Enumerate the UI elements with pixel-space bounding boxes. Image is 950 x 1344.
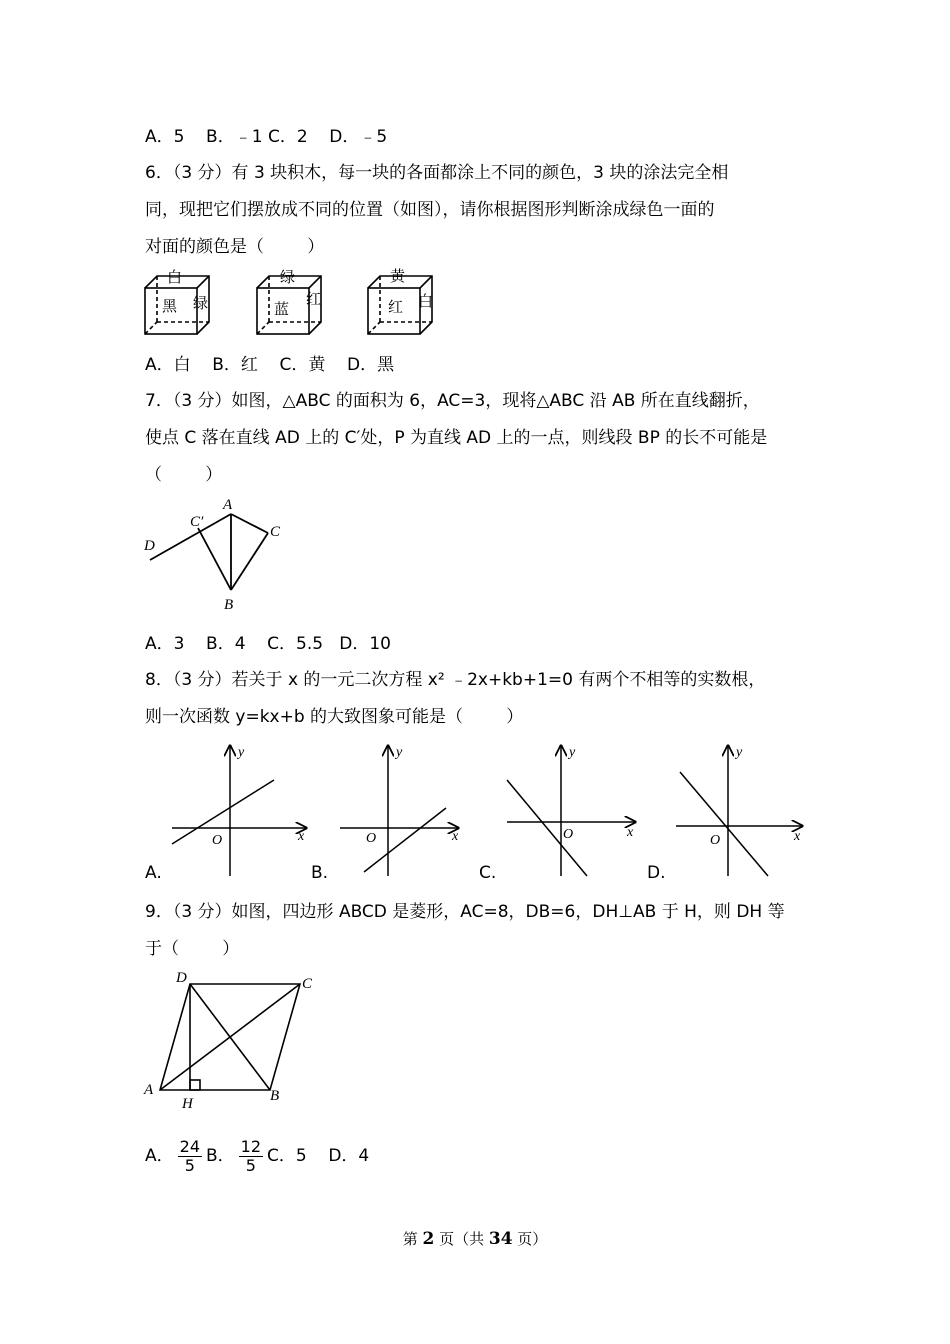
cube-2-front-label: 蓝 bbox=[274, 300, 290, 318]
x-axis-label: x bbox=[452, 829, 459, 844]
q9-options-rest: C．5 D．4 bbox=[267, 1146, 370, 1166]
q8-graph-a bbox=[170, 742, 310, 880]
q9-fraction-a bbox=[178, 1138, 202, 1175]
q5-options: A．5 B．﹣1 C．2 D．﹣5 bbox=[145, 127, 388, 147]
y-axis-label: y bbox=[569, 745, 576, 760]
cube-3-front-label: 红 bbox=[388, 298, 404, 316]
q9-text-line1: 9．（3 分）如图，四边形 ABCD 是菱形，AC=8，DB=6，DH⊥AB 于 H，则 DH 等 bbox=[145, 902, 785, 922]
origin-label: O bbox=[366, 831, 377, 846]
q8-option-b: B. bbox=[311, 863, 329, 883]
label-d: D bbox=[144, 538, 155, 554]
cube-1-top-label: 白 bbox=[167, 268, 183, 286]
q8-graph-b bbox=[338, 742, 478, 880]
label-c-prime: C′ bbox=[190, 514, 204, 530]
y-axis-label: y bbox=[396, 745, 403, 760]
right-angle-mark bbox=[190, 1080, 200, 1090]
q7-text-line1: 7．（3 分）如图，△ABC 的面积为 6，AC=3，现将△ABC 沿 AB 所在直线翻折， bbox=[145, 391, 760, 411]
y-axis-label: y bbox=[736, 745, 743, 760]
label-a: A bbox=[223, 497, 233, 513]
cube-3-top-label: 黄 bbox=[390, 267, 406, 285]
origin-label: O bbox=[212, 833, 223, 848]
q9-rhombus-figure bbox=[140, 966, 320, 1112]
q8-option-c: C. bbox=[479, 863, 497, 883]
label-a: A bbox=[144, 1082, 154, 1098]
footer-page-number: 2 bbox=[422, 1229, 435, 1249]
q6-text-line1: 6．（3 分）有 3 块积木，每一块的各面都涂上不同的颜色，3 块的涂法完全相 bbox=[145, 163, 729, 183]
label-h: H bbox=[182, 1096, 193, 1112]
x-axis-label: x bbox=[794, 829, 801, 844]
q6-cubes-figure bbox=[140, 266, 440, 340]
q8-text-line1: 8．（3 分）若关于 x 的一元二次方程 x² ﹣2x+kb+1=0 有两个不相等的实数根， bbox=[145, 670, 766, 690]
page-footer bbox=[0, 1228, 950, 1249]
q9-option-b-label: B． bbox=[206, 1146, 235, 1166]
q7-text-line2: 使点 C 落在直线 AD 上的 C′处，P 为直线 AD 上的一点，则线段 BP 的长不可能是 bbox=[145, 428, 768, 448]
q6-text-line2: 同，现把它们摆放成不同的位置（如图），请你根据图形判断涂成绿色一面的 bbox=[145, 200, 715, 220]
q7-options: A．3 B．4 C．5.5 D．10 bbox=[145, 634, 391, 654]
q8-text-line2: 则一次函数 y=kx+b 的大致图象可能是（ ） bbox=[145, 707, 524, 727]
label-b: B bbox=[224, 597, 234, 613]
line-graph-b bbox=[364, 808, 446, 872]
cube-3-side-label: 白 bbox=[418, 292, 434, 310]
q7-triangle-figure bbox=[140, 492, 300, 616]
diagonal-db bbox=[190, 984, 270, 1090]
q7-text-line3: （ ） bbox=[145, 465, 223, 485]
label-d: D bbox=[176, 970, 187, 986]
fraction-numerator: 24 bbox=[179, 1136, 200, 1156]
x-axis-label: x bbox=[627, 825, 634, 840]
q9-text-line2: 于（ ） bbox=[145, 939, 240, 959]
y-axis-label: y bbox=[238, 745, 245, 760]
segment-c1b bbox=[198, 528, 231, 590]
footer-prefix: 第 bbox=[402, 1230, 423, 1248]
cube-2-side-label: 红 bbox=[306, 290, 322, 308]
label-b: B bbox=[270, 1088, 280, 1104]
fraction-denominator: 5 bbox=[245, 1155, 256, 1175]
q6-text-line3: 对面的颜色是（ ） bbox=[145, 237, 325, 257]
footer-middle: 页（共 bbox=[434, 1230, 489, 1248]
cube-1-front-label: 黑 bbox=[162, 297, 178, 315]
q8-option-d: D. bbox=[647, 863, 666, 883]
label-c: C bbox=[270, 524, 281, 540]
footer-total-pages: 34 bbox=[488, 1229, 513, 1249]
label-c: C bbox=[302, 976, 313, 992]
line-graph-a bbox=[172, 780, 274, 844]
segment-cb bbox=[231, 533, 268, 590]
q9-options bbox=[145, 1134, 369, 1178]
q8-graph-d bbox=[674, 742, 814, 880]
cube-2-top-label: 绿 bbox=[280, 268, 296, 286]
x-axis-label: x bbox=[298, 829, 305, 844]
q8-option-a: A. bbox=[145, 863, 162, 883]
q9-fraction-b bbox=[239, 1138, 263, 1175]
origin-label: O bbox=[710, 833, 721, 848]
line-graph-c bbox=[507, 780, 587, 876]
cube-1-side-label: 绿 bbox=[193, 294, 209, 312]
fraction-numerator: 12 bbox=[240, 1136, 262, 1156]
line-graph-d bbox=[680, 772, 768, 876]
fraction-denominator: 5 bbox=[184, 1155, 195, 1175]
q8-graph-c bbox=[505, 742, 645, 880]
origin-label: O bbox=[563, 827, 574, 842]
footer-suffix: 页） bbox=[512, 1230, 548, 1248]
segment-ac bbox=[231, 514, 268, 533]
q6-options: A．白 B．红 C．黄 D．黑 bbox=[145, 355, 395, 375]
q9-option-a-label: A． bbox=[145, 1146, 174, 1166]
